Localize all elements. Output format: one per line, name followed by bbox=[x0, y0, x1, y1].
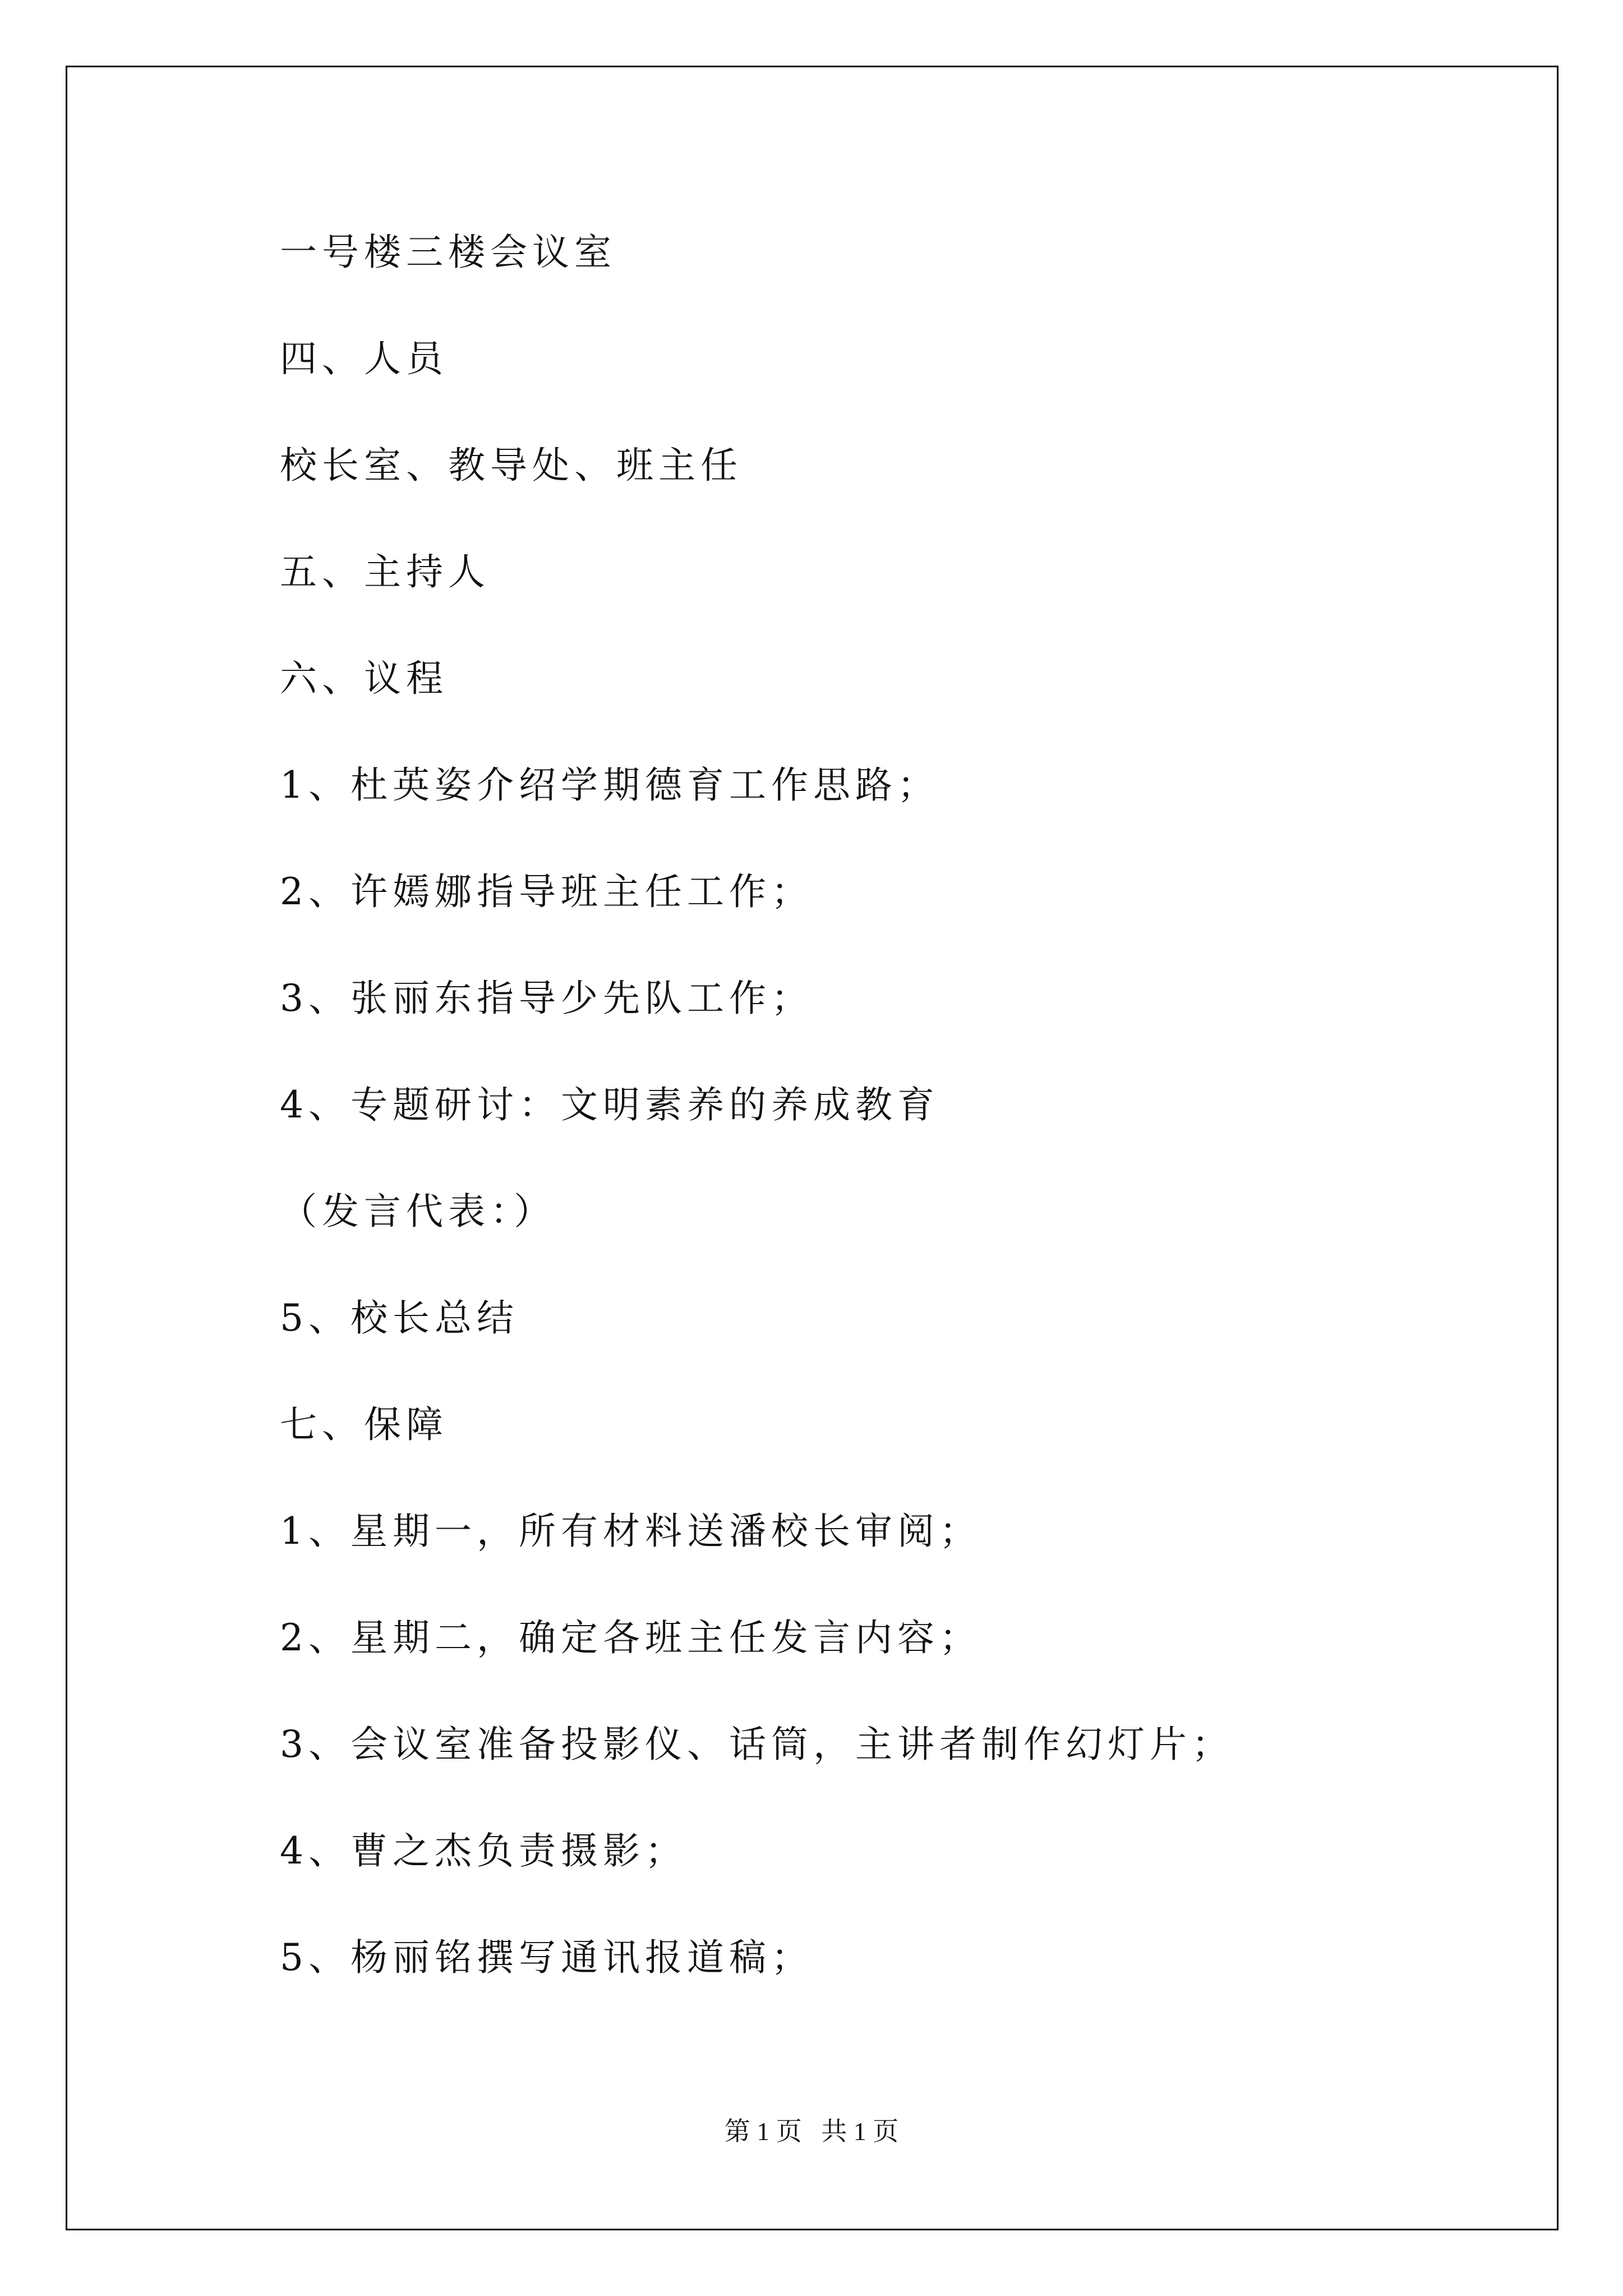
support-item-3: 3、会议室准备投影仪、话筒，主讲者制作幻灯片； bbox=[280, 1723, 1234, 1766]
agenda-item-2: 2、许嫣娜指导班主任工作； bbox=[280, 870, 813, 913]
personnel-list: 校长室、教导处、班主任 bbox=[280, 444, 743, 487]
support-item-5: 5、杨丽铭撰写通讯报道稿； bbox=[280, 1936, 813, 1979]
section-heading-personnel: 四、人员 bbox=[280, 337, 448, 380]
agenda-item-4-note: （发言代表：） bbox=[280, 1190, 556, 1233]
page-number-footer: 第 1 页 共 1 页 bbox=[724, 2117, 899, 2146]
agenda-item-3: 3、张丽东指导少先队工作； bbox=[280, 977, 813, 1020]
document-body bbox=[280, 219, 1514, 2031]
support-item-2: 2、星期二，确定各班主任发言内容； bbox=[280, 1616, 981, 1659]
section-heading-support: 七、保障 bbox=[280, 1403, 448, 1446]
agenda-item-4: 4、专题研讨：文明素养的养成教育 bbox=[280, 1083, 939, 1126]
section-heading-agenda: 六、议程 bbox=[280, 657, 448, 700]
meeting-location: 一号楼三楼会议室 bbox=[280, 231, 616, 274]
support-item-1: 1、星期一，所有材料送潘校长审阅； bbox=[280, 1510, 981, 1553]
agenda-item-1: 1、杜英姿介绍学期德育工作思路； bbox=[280, 763, 939, 807]
support-item-4: 4、曹之杰负责摄影； bbox=[280, 1829, 687, 1872]
agenda-item-5: 5、校长总结 bbox=[280, 1296, 519, 1340]
section-heading-host: 五、主持人 bbox=[280, 550, 490, 593]
